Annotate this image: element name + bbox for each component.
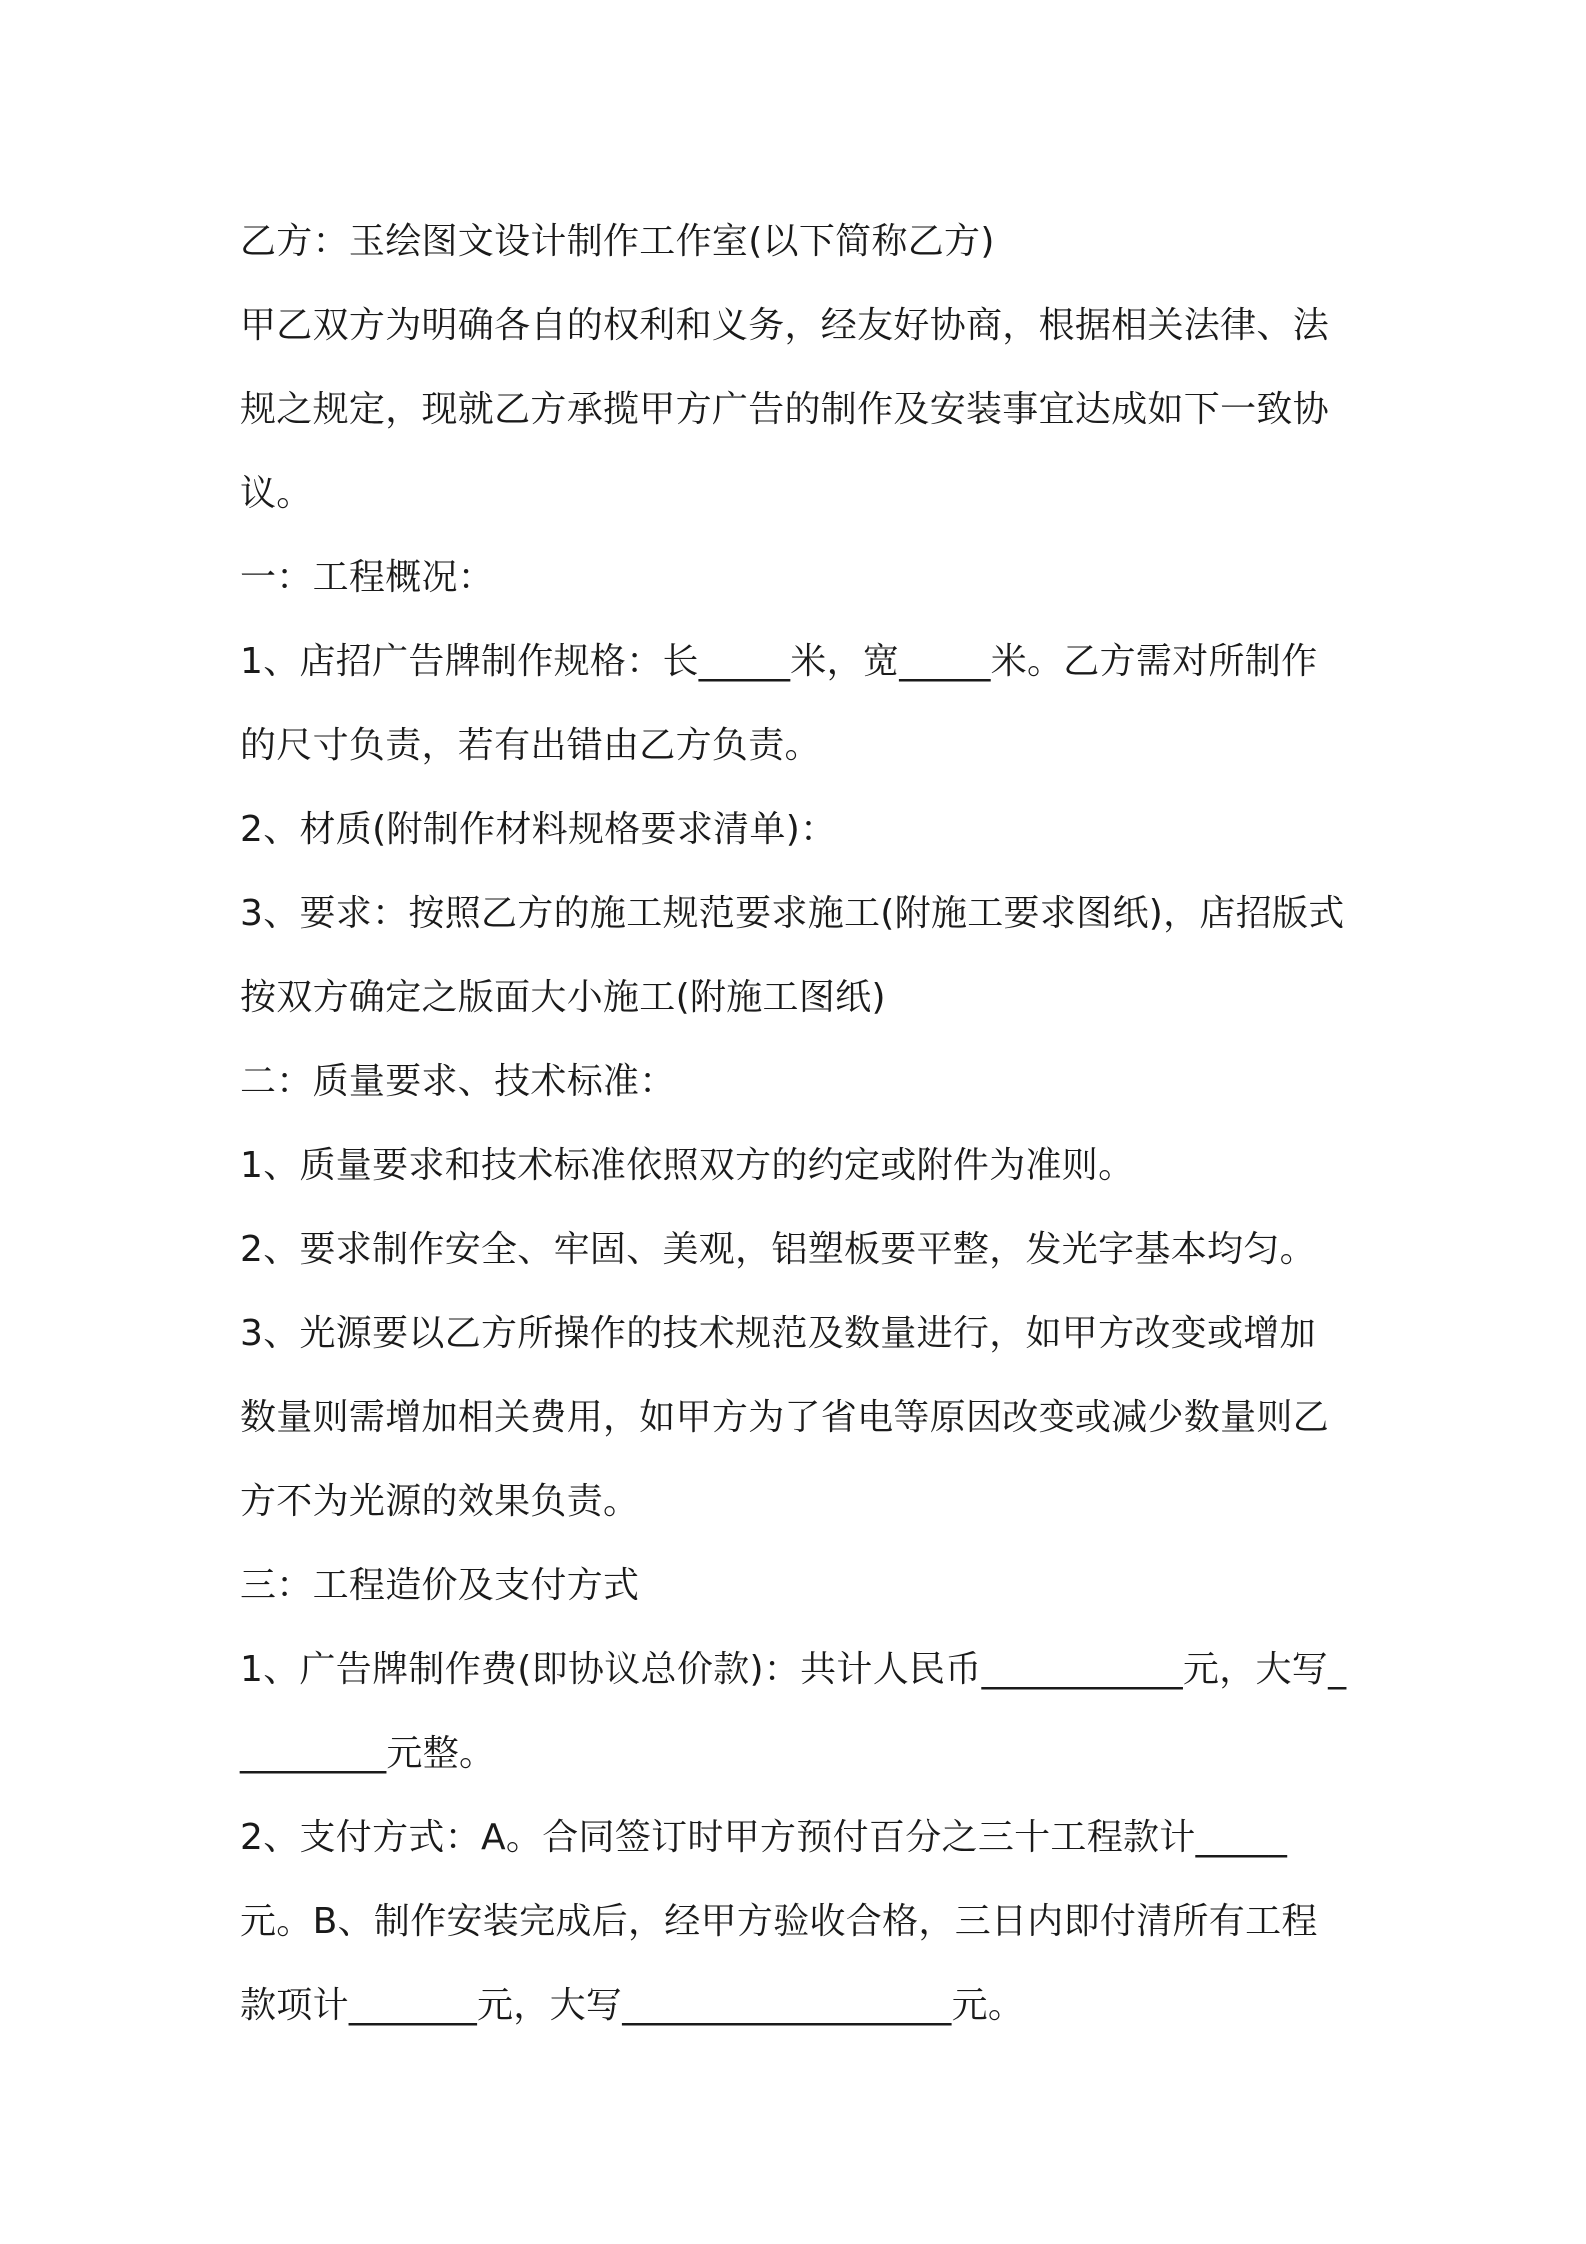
clause-1-3: 3、要求：按照乙方的施工规范要求施工(附施工要求图纸)，店招版式按双方确定之版面大小施工(附施工图纸) [240,893,1345,1018]
party-b-line: 乙方：玉绘图文设计制作工作室(以下简称乙方) [240,221,995,262]
clause-2-2: 2、要求制作安全、牢固、美观，铝塑板要平整，发光字基本均匀。 [240,1229,1316,1270]
section-heading-overview: 一：工程概况： [240,557,495,598]
section-heading-quality: 二：质量要求、技术标准： [240,1061,676,1102]
clause-3-2: 2、支付方式：A。合同签订时甲方预付百分之三十工程款计_____元。B、制作安装完成后，经甲方验收合格，三日内即付清所有工程款项计_______元，大写__________________元。 [240,1817,1318,2026]
clause-1-2: 2、材质(附制作材料规格要求清单)： [240,809,837,850]
clause-2-3: 3、光源要以乙方所操作的技术规范及数量进行，如甲方改变或增加数量则需增加相关费用，如甲方为了省电等原因改变或减少数量则乙方不为光源的效果负责。 [240,1313,1330,1522]
document-body [240,200,1350,2048]
preamble-paragraph: 甲乙双方为明确各自的权利和义务，经友好协商，根据相关法律、法规之规定，现就乙方承揽甲方广告的制作及安装事宜达成如下一致协议。 [240,305,1330,514]
section-heading-payment: 三：工程造价及支付方式 [240,1565,640,1606]
clause-1-1: 1、店招广告牌制作规格：长_____米，宽_____米。乙方需对所制作的尺寸负责，若有出错由乙方负责。 [240,641,1318,766]
clause-2-1: 1、质量要求和技术标准依照双方的约定或附件为准则。 [240,1145,1135,1186]
clause-3-1: 1、广告牌制作费(即协议总价款)：共计人民币___________元，大写_________元整。 [240,1649,1347,1774]
